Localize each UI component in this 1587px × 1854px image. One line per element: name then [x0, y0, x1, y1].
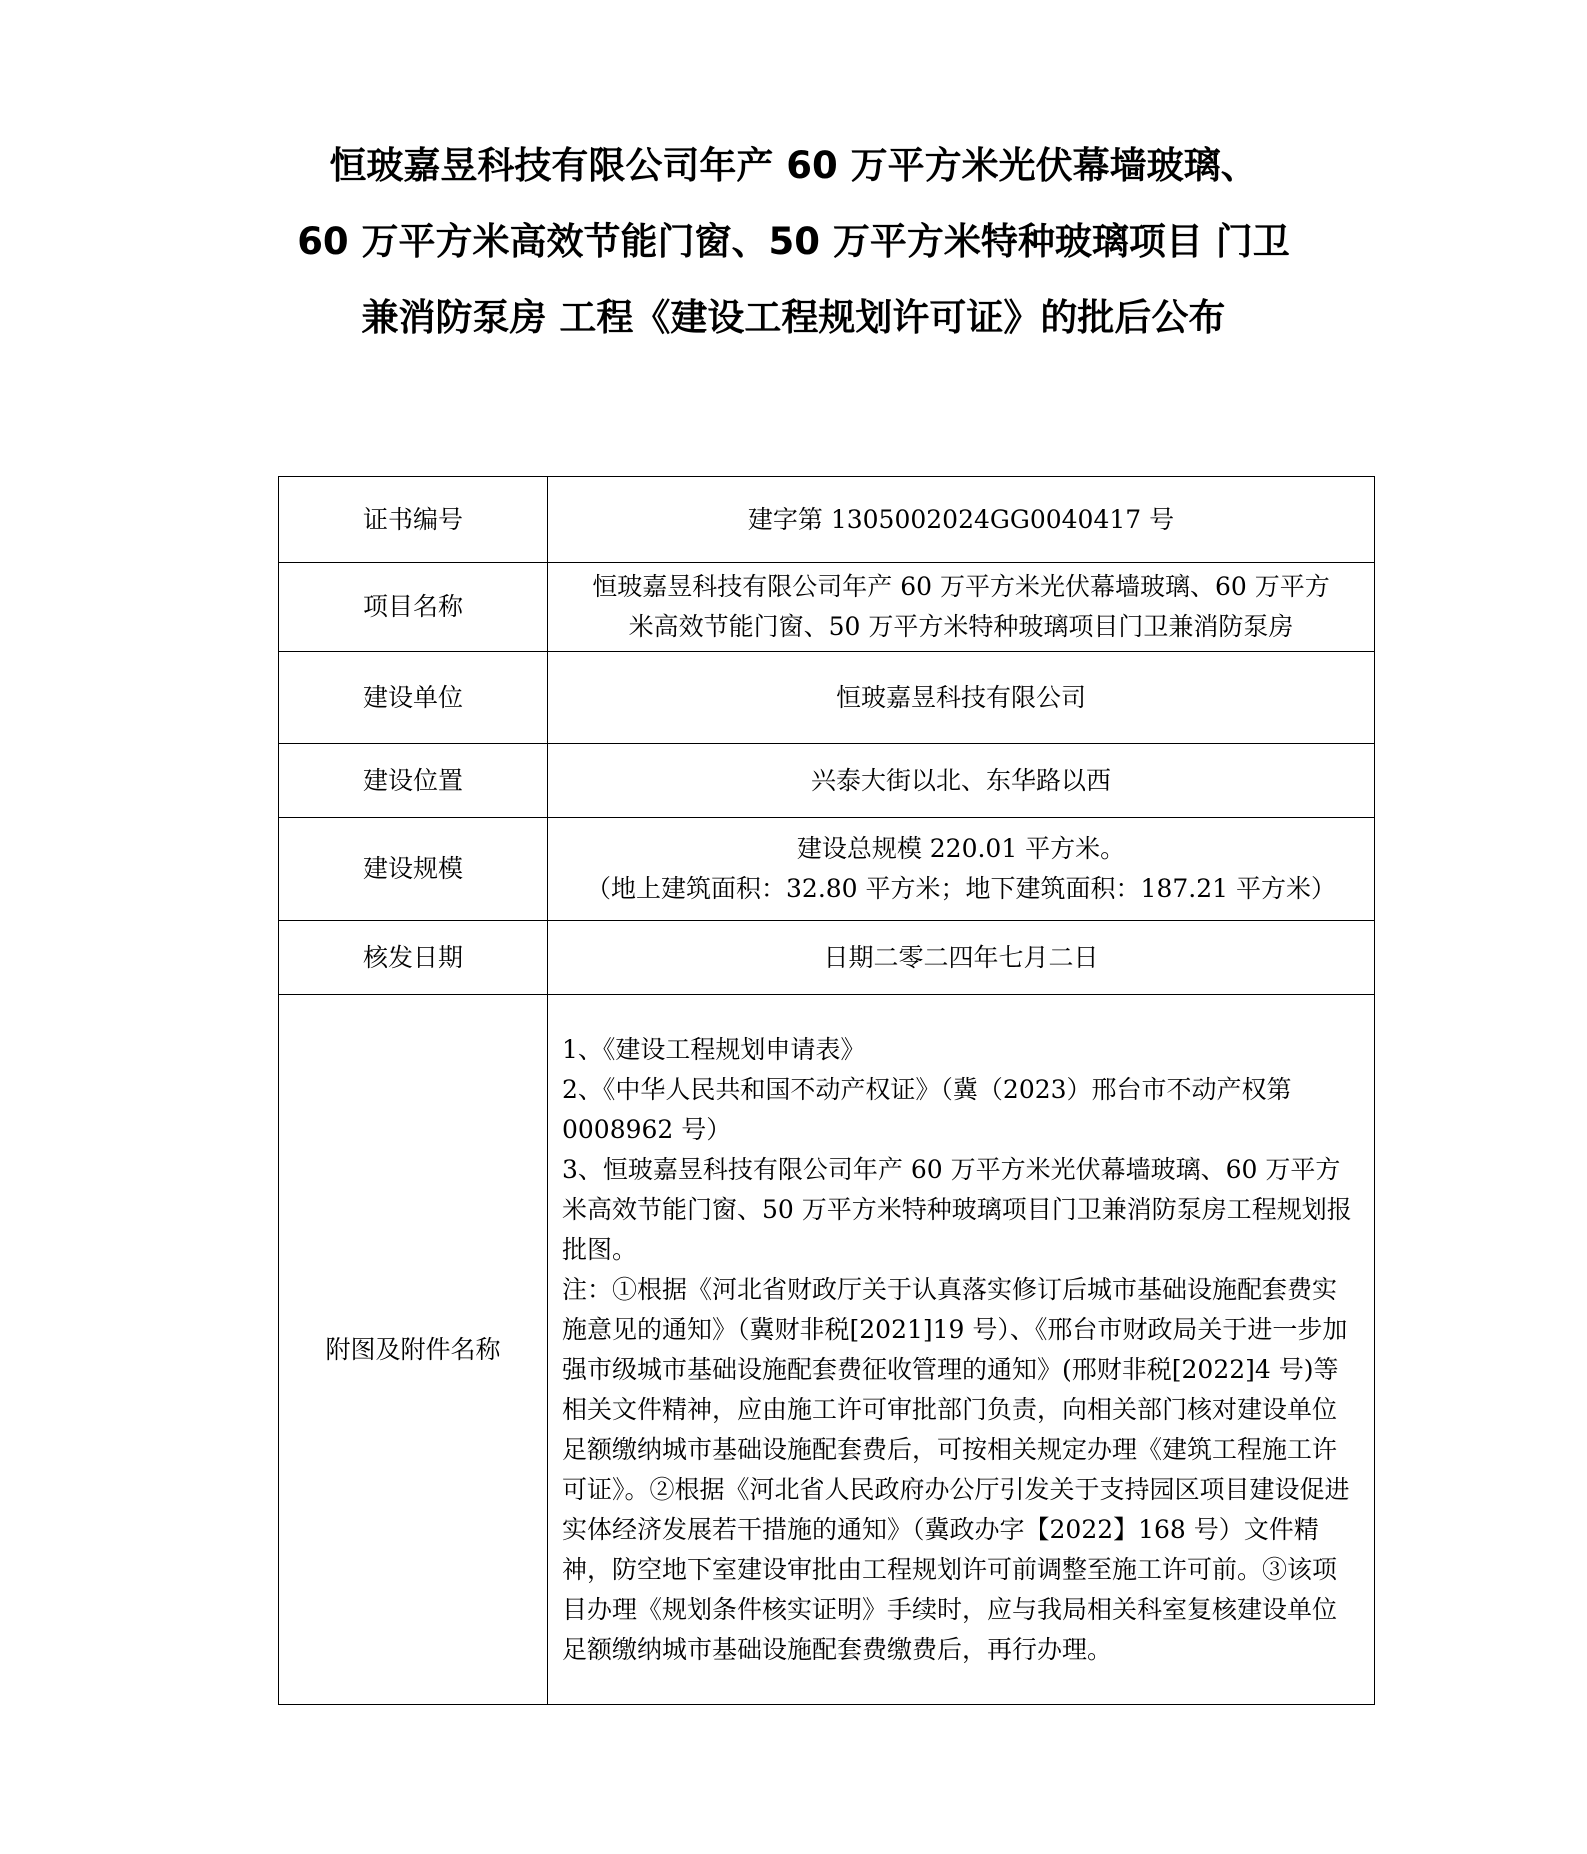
project-name-value	[548, 563, 1375, 652]
project-name-line-1: 恒玻嘉昱科技有限公司年产 60 万平方米光伏幕墙玻璃、60 万平方	[592, 572, 1330, 601]
builder-value: 恒玻嘉昱科技有限公司	[548, 652, 1375, 744]
table-row-builder	[279, 652, 1375, 744]
table-row-project-name	[279, 563, 1375, 652]
project-name-label: 项目名称	[279, 563, 548, 652]
scale-label: 建设规模	[279, 818, 548, 921]
title-line-2: 60 万平方米高效节能门窗、50 万平方米特种玻璃项目 门卫	[297, 220, 1290, 263]
table-row-cert-no	[279, 477, 1375, 563]
document-title	[200, 128, 1387, 356]
issue-date-value: 日期二零二四年七月二日	[548, 921, 1375, 995]
cert-no-value: 建字第 1305002024GG0040417 号	[548, 477, 1375, 563]
table-row-attachments	[279, 995, 1375, 1705]
attachments-label: 附图及附件名称	[279, 995, 548, 1705]
attachment-item-1: 1、《建设工程规划申请表》	[562, 1034, 866, 1064]
scale-line-2: （地上建筑面积：32.80 平方米；地下建筑面积：187.21 平方米）	[586, 874, 1336, 903]
attachments-value	[548, 995, 1375, 1705]
cert-no-label: 证书编号	[279, 477, 548, 563]
table-row-issue-date	[279, 921, 1375, 995]
attachment-item-2: 2、《中华人民共和国不动产权证》（冀（2023）邢台市不动产权第 0008962 号）	[562, 1074, 1292, 1144]
permit-table	[278, 476, 1375, 1705]
title-line-3: 兼消防泵房 工程《建设工程规划许可证》的批后公布	[361, 296, 1226, 339]
title-line-1: 恒玻嘉昱科技有限公司年产 60 万平方米光伏幕墙玻璃、	[329, 144, 1258, 187]
location-label: 建设位置	[279, 744, 548, 818]
table-row-scale	[279, 818, 1375, 921]
location-value: 兴泰大街以北、东华路以西	[548, 744, 1375, 818]
project-name-line-2: 米高效节能门窗、50 万平方米特种玻璃项目门卫兼消防泵房	[628, 612, 1294, 641]
scale-value	[548, 818, 1375, 921]
attachment-note: 注：①根据《河北省财政厅关于认真落实修订后城市基础设施配套费实施意见的通知》（冀财非税[2021]19 号）、《邢台市财政局关于进一步加强市级城市基础设施配套费征收管理的通知》(邢财非税[2022]4 号)等相关文件精神，应由施工许可审批部门负责，向相关部门核对建设单位足额缴纳城市基础设施配套费后，可按相关规定办理《建筑工程施工许可证》。②根据《河北省人民政府办公厅引发关于支持园区项目建设促进实体经济发展若干措施的通知》（冀政办字【2022】168 号）文件精神，防空地下室建设审批由工程规划许可前调整至施工许可前。③该项目办理《规划条件核实证明》手续时，应与我局相关科室复核建设单位足额缴纳城市基础设施配套费缴费后，再行办理。	[562, 1274, 1350, 1664]
attachment-item-3: 3、恒玻嘉昱科技有限公司年产 60 万平方米光伏幕墙玻璃、60 万平方米高效节能门窗、50 万平方米特种玻璃项目门卫兼消防泵房工程规划报批图。	[562, 1154, 1352, 1264]
scale-line-1: 建设总规模 220.01 平方米。	[796, 834, 1126, 863]
builder-label: 建设单位	[279, 652, 548, 744]
issue-date-label: 核发日期	[279, 921, 548, 995]
table-row-location	[279, 744, 1375, 818]
